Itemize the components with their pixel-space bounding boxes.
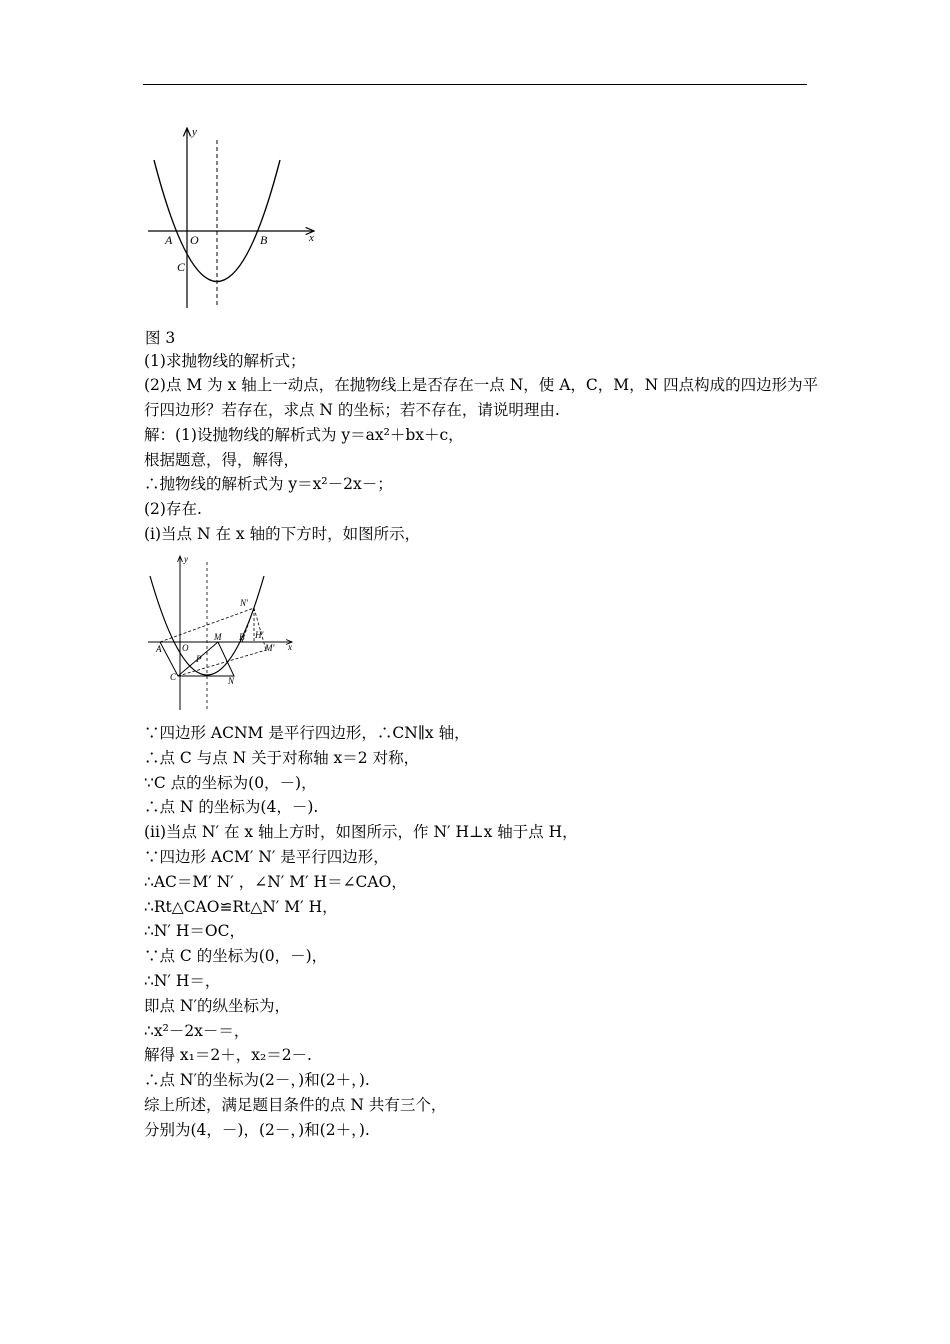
text-line: ∴x²－2x－＝， bbox=[144, 1022, 250, 1040]
text-line: ∵点 C 的坐标为(0，－)， bbox=[144, 947, 328, 965]
label-N: N bbox=[228, 676, 235, 686]
text-line: ∵C 点的坐标为(0，－)， bbox=[144, 774, 317, 792]
figure-caption: 图 3 bbox=[145, 329, 176, 347]
label-y: y bbox=[192, 126, 197, 138]
header-rule bbox=[143, 84, 807, 85]
text-line: 根据题意，得，解得， bbox=[144, 451, 300, 469]
label-x: x bbox=[288, 642, 292, 652]
text-line: (2)点 M 为 x 轴上一动点，在抛物线上是否存在一点 N，使 A，C，M，N 四点构成的四边形为平 bbox=[144, 376, 819, 394]
text-line: ∴点 N 的坐标为(4，－). bbox=[144, 798, 319, 816]
text-line: (2)存在. bbox=[144, 500, 202, 518]
text-line: (i)当点 N 在 x 轴的下方时，如图所示， bbox=[144, 525, 421, 543]
segment-CM-prime bbox=[178, 650, 266, 676]
label-A: A bbox=[156, 644, 162, 654]
label-C: C bbox=[177, 260, 186, 274]
figure-parabola-1 bbox=[140, 120, 330, 315]
text-line: (1)求抛物线的解析式； bbox=[144, 352, 306, 370]
label-M: M bbox=[214, 632, 222, 642]
text-line: 解：(1)设抛物线的解析式为 y＝ax²＋bx＋c， bbox=[144, 426, 464, 444]
text-line: ∴抛物线的解析式为 y＝x²－2x－； bbox=[144, 475, 393, 493]
parabola-graph-2 bbox=[140, 548, 300, 714]
label-N-prime: N′ bbox=[240, 598, 248, 608]
text-line: 综上所述，满足题目条件的点 N 共有三个， bbox=[144, 1096, 447, 1114]
text-line: ∴N′ H＝OC， bbox=[144, 922, 245, 940]
label-H-prime: H′ bbox=[255, 630, 264, 640]
text-line: ∴点 C 与点 N 关于对称轴 x＝2 对称， bbox=[144, 749, 420, 767]
label-x: x bbox=[309, 232, 314, 244]
text-line: ∴点 N′的坐标为(2－，)和(2＋，). bbox=[144, 1071, 370, 1089]
text-line: ∵四边形 ACNM 是平行四边形，∴CN∥x 轴， bbox=[144, 724, 470, 742]
label-B: B bbox=[260, 233, 268, 247]
text-line: ∵四边形 ACM′ N′ 是平行四边形， bbox=[144, 848, 389, 866]
label-O: O bbox=[182, 643, 189, 653]
label-B: B bbox=[239, 632, 245, 642]
text-line: 分别为(4，－)，(2－，)和(2＋，). bbox=[144, 1121, 370, 1139]
figure-parabola-2 bbox=[140, 548, 300, 714]
text-line: (ii)当点 N′ 在 x 轴上方时，如图所示，作 N′ H⊥x 轴于点 H， bbox=[144, 823, 578, 841]
parabola-graph-1 bbox=[140, 120, 330, 315]
text-line: 行四边形？若存在，求点 N 的坐标；若不存在，请说明理由. bbox=[144, 401, 560, 419]
label-P: P bbox=[196, 654, 202, 664]
label-A: A bbox=[165, 233, 173, 247]
text-line: 即点 N′的纵坐标为， bbox=[144, 997, 291, 1015]
label-O: O bbox=[190, 233, 199, 247]
text-line: ∴Rt△CAO≌Rt△N′ M′ H， bbox=[144, 898, 338, 916]
label-C: C bbox=[170, 672, 177, 682]
label-y: y bbox=[184, 554, 188, 564]
text-line: ∴AC＝M′ N′ ，∠N′ M′ H＝∠CAO， bbox=[144, 873, 407, 891]
text-line: 解得 x₁＝2＋，x₂＝2－. bbox=[144, 1046, 312, 1064]
label-M-prime: M′ bbox=[265, 643, 275, 653]
text-line: ∴N′ H＝， bbox=[144, 972, 221, 990]
